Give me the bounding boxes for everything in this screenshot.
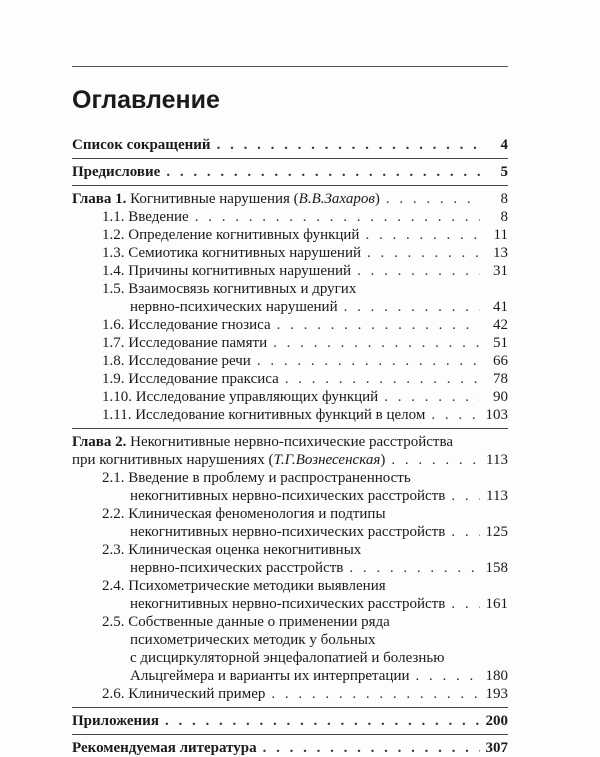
divider <box>72 158 508 159</box>
toc-entry-1-7[interactable]: 1.7. Исследование памяти . . . 51 <box>72 334 508 352</box>
toc-entry-2-3[interactable]: нервно-психических расстройств . . . 158 <box>72 559 508 577</box>
toc-entry-1-4[interactable]: 1.4. Причины когнитивных нарушений . . . 31 <box>72 262 508 280</box>
toc-entry-2-4-line1: 2.4. Психометрические методики выявления <box>102 578 386 594</box>
page-number: 8 <box>500 209 508 225</box>
page-number: 125 <box>485 524 508 540</box>
divider <box>72 185 508 186</box>
page-number: 51 <box>493 335 508 351</box>
page-number: 11 <box>493 227 508 243</box>
page-number: 41 <box>493 299 508 315</box>
toc-entry-1-1[interactable]: 1.1. Введение . . . 8 <box>72 208 508 226</box>
page-number: 193 <box>485 686 508 702</box>
toc-entry-1-5[interactable]: нервно-психических нарушений . . . 41 <box>72 298 508 316</box>
page-number: 103 <box>485 407 508 423</box>
page-number: 161 <box>485 596 508 612</box>
page-number: 8 <box>500 191 508 207</box>
toc-entry-1-9[interactable]: 1.9. Исследование праксиса . . . 78 <box>72 370 508 388</box>
toc-entry-2-5-line2: психометрических методик у больных <box>130 632 376 648</box>
toc-entry-1-11[interactable]: 1.11. Исследование когнитивных функций в целом . . . 103 <box>72 406 508 424</box>
toc-entry-2-5[interactable]: Альцгеймера и варианты их интерпретации . . . 180 <box>72 667 508 685</box>
page-number: 90 <box>493 389 508 405</box>
page-number: 200 <box>485 713 508 729</box>
divider <box>72 707 508 708</box>
toc-entry-chapter-2-line1: Глава 2. Некогнитивные нервно-психические расстройства <box>72 434 454 450</box>
toc-entry-chapter-1[interactable]: Глава 1. Когнитивные нарушения (В.В.Захаров) . . . 8 <box>72 190 508 208</box>
toc-entry-appendix[interactable]: Приложения . . . 200 <box>72 712 508 730</box>
toc-entry-2-4[interactable]: некогнитивных нервно-психических расстройств . . . 161 <box>72 595 508 613</box>
page-number: 42 <box>493 317 508 333</box>
toc-entry-1-2[interactable]: 1.2. Определение когнитивных функций . . . 11 <box>72 226 508 244</box>
toc-entry-chapter-2[interactable]: при когнитивных нарушениях (Т.Г.Вознесенская) . . . 113 <box>72 451 508 469</box>
toc-entry-2-2-line1: 2.2. Клиническая феноменология и подтипы <box>102 506 386 522</box>
divider <box>72 734 508 735</box>
page-title: Оглавление <box>72 86 220 114</box>
toc-entry-2-1[interactable]: некогнитивных нервно-психических расстройств . . . 113 <box>72 487 508 505</box>
toc-entry-1-6[interactable]: 1.6. Исследование гнозиса . . . 42 <box>72 316 508 334</box>
page-number: 5 <box>500 164 508 180</box>
page-number: 113 <box>486 488 508 504</box>
table-of-contents <box>72 136 508 757</box>
toc-entry-1-5-line1: 1.5. Взаимосвязь когнитивных и других <box>102 281 357 297</box>
toc-entry-literature[interactable]: Рекомендуемая литература . . . 307 <box>72 739 508 757</box>
toc-entry-1-8[interactable]: 1.8. Исследование речи . . . 66 <box>72 352 508 370</box>
divider <box>72 428 508 429</box>
toc-entry-1-10[interactable]: 1.10. Исследование управляющих функций . . . 90 <box>72 388 508 406</box>
page-number: 180 <box>485 668 508 684</box>
top-rule <box>72 66 508 67</box>
toc-entry-2-1-line1: 2.1. Введение в проблему и распространенность <box>102 470 411 486</box>
page-number: 66 <box>493 353 508 369</box>
toc-entry-2-5-line3: с дисциркуляторной энцефалопатией и болезнью <box>130 650 445 666</box>
toc-entry-preface[interactable]: Предисловие . . . 5 <box>72 163 508 181</box>
toc-entry-2-6[interactable]: 2.6. Клинический пример . . . 193 <box>72 685 508 703</box>
page-number: 78 <box>493 371 508 387</box>
page-number: 31 <box>493 263 508 279</box>
page-number: 4 <box>500 137 508 153</box>
page-number: 113 <box>486 452 508 468</box>
page-number: 158 <box>485 560 508 576</box>
toc-entry-1-3[interactable]: 1.3. Семиотика когнитивных нарушений . . . 13 <box>72 244 508 262</box>
toc-entry-2-2[interactable]: некогнитивных нервно-психических расстройств . . . 125 <box>72 523 508 541</box>
toc-entry-2-3-line1: 2.3. Клиническая оценка некогнитивных <box>102 542 362 558</box>
toc-entry-abbrev[interactable]: Список сокращений . . . 4 <box>72 136 508 154</box>
toc-entry-2-5-line1: 2.5. Собственные данные о применении ряда <box>102 614 390 630</box>
page-number: 13 <box>493 245 508 261</box>
page-number: 307 <box>485 740 508 756</box>
